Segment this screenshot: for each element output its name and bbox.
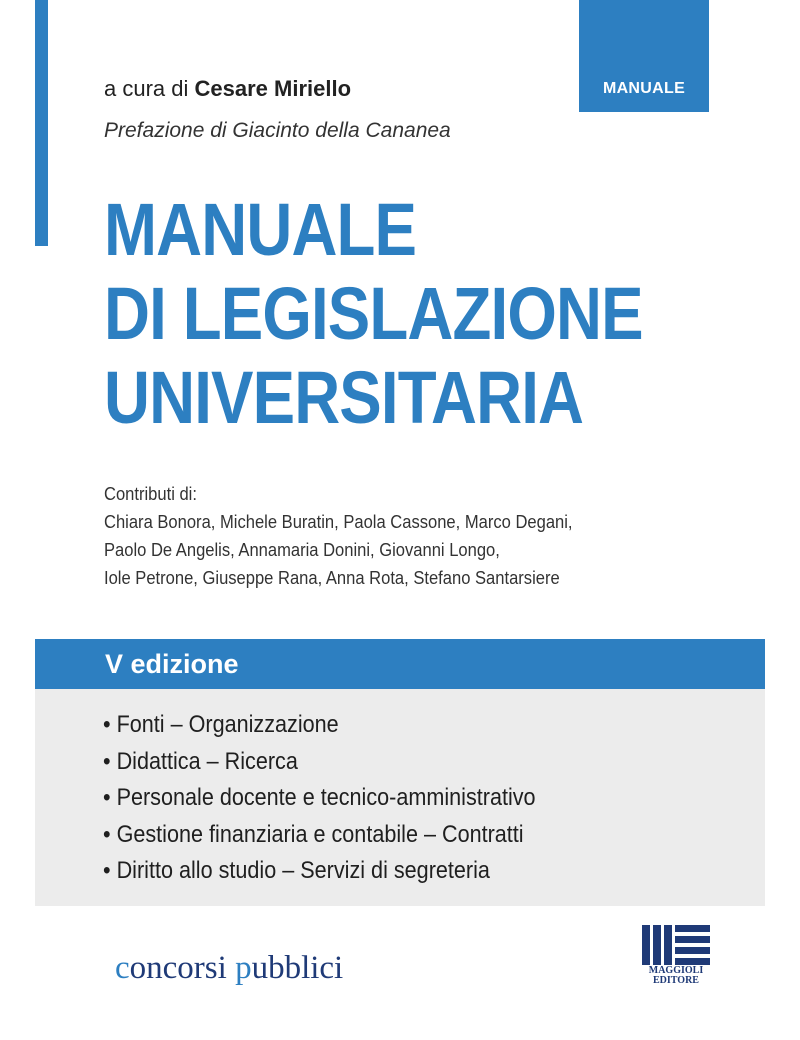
edition-label: V edizione [105, 649, 239, 679]
editor-line [104, 76, 351, 102]
publisher-logo [642, 925, 710, 987]
edition-bar [35, 639, 765, 689]
contributors-line: Chiara Bonora, Michele Buratin, Paola Cassone, Marco Degani, [104, 512, 573, 532]
editor-prefix: a cura di [104, 76, 189, 101]
series-initial-p: p [235, 950, 252, 986]
topic-item: • Personale docente e tecnico-amministrativo [103, 784, 536, 811]
category-badge [579, 0, 709, 112]
topic-item: • Gestione finanziaria e contabile – Contratti [103, 820, 524, 848]
maggioli-logo-icon [642, 925, 710, 965]
contributors-line: Iole Petrone, Giuseppe Rana, Anna Rota, Stefano Santarsiere [104, 568, 560, 588]
topic-item: • Diritto allo studio – Servizi di segreteria [103, 857, 490, 884]
title-line-3: UNIVERSITARIA [104, 356, 584, 439]
topic-item: • Didattica – Ricerca [103, 747, 298, 775]
category-badge-label: MANUALE [602, 80, 686, 97]
publisher-name-line-2: EDITORE [653, 975, 699, 986]
series-initial-c: c [115, 950, 130, 986]
preface-line: Prefazione di Giacinto della Cananea [104, 119, 451, 142]
publisher-name-line-1: MAGGIOLI [648, 965, 704, 976]
series-text-1: oncorsi [129, 950, 236, 986]
series-name [115, 950, 343, 987]
topics-list [103, 707, 584, 890]
book-title [104, 188, 643, 440]
title-line-2: DI LEGISLAZIONE [104, 272, 643, 355]
contributors-heading: Contributi di: [104, 484, 197, 504]
editor-name: Cesare Miriello [194, 76, 352, 101]
contributors-block [104, 480, 573, 592]
title-line-1: MANUALE [104, 188, 417, 271]
contributors-line: Paolo De Angelis, Annamaria Donini, Giovanni Longo, [104, 540, 500, 560]
series-text-2: ubblici [251, 950, 344, 986]
topic-item: • Fonti – Organizzazione [103, 711, 339, 738]
left-accent-bar [35, 0, 48, 246]
